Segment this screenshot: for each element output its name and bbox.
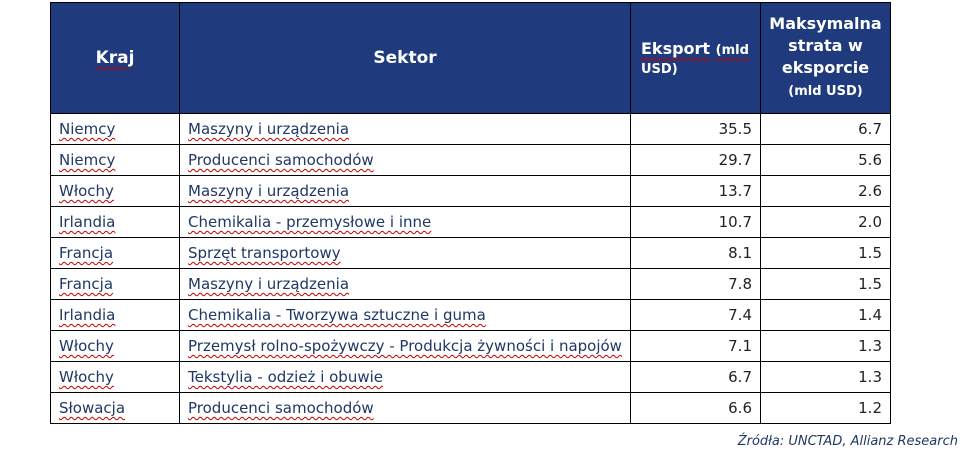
cell-sektor: Sprzęt transportowy	[180, 238, 631, 269]
cell-strata: 1.3	[761, 331, 891, 362]
cell-sektor: Tekstylia - odzież i obuwie	[180, 362, 631, 393]
cell-sektor: Maszyny i urządzenia	[180, 176, 631, 207]
table-row	[51, 269, 891, 300]
cell-strata: 1.3	[761, 362, 891, 393]
table-row	[51, 238, 891, 269]
cell-sektor: Producenci samochodów	[180, 145, 631, 176]
source-note: Źródła: UNCTAD, Allianz Research	[737, 434, 958, 449]
header-eksport: Eksport (mld USD)	[631, 3, 761, 114]
cell-strata: 2.6	[761, 176, 891, 207]
cell-eksport: 35.5	[631, 114, 761, 145]
header-strata: Maksymalna strata w eksporcie (mld USD)	[761, 3, 891, 114]
header-sektor: Sektor	[180, 3, 631, 114]
table-row	[51, 145, 891, 176]
cell-kraj: Włochy	[51, 362, 180, 393]
cell-sektor: Producenci samochodów	[180, 393, 631, 424]
cell-eksport: 29.7	[631, 145, 761, 176]
cell-strata: 1.2	[761, 393, 891, 424]
cell-sektor: Przemysł rolno-spożywczy - Produkcja żywności i napojów	[180, 331, 631, 362]
cell-eksport: 7.1	[631, 331, 761, 362]
cell-strata: 1.5	[761, 269, 891, 300]
cell-kraj: Włochy	[51, 176, 180, 207]
cell-strata: 6.7	[761, 114, 891, 145]
cell-eksport: 8.1	[631, 238, 761, 269]
cell-strata: 1.5	[761, 238, 891, 269]
cell-eksport: 7.8	[631, 269, 761, 300]
table-row	[51, 393, 891, 424]
cell-sektor: Maszyny i urządzenia	[180, 269, 631, 300]
cell-sektor: Maszyny i urządzenia	[180, 114, 631, 145]
cell-kraj: Słowacja	[51, 393, 180, 424]
cell-strata: 5.6	[761, 145, 891, 176]
cell-eksport: 6.6	[631, 393, 761, 424]
export-table	[50, 2, 891, 424]
cell-strata: 1.4	[761, 300, 891, 331]
table-row	[51, 362, 891, 393]
header-row	[51, 3, 891, 114]
cell-sektor: Chemikalia - Tworzywa sztuczne i guma	[180, 300, 631, 331]
cell-eksport: 7.4	[631, 300, 761, 331]
cell-kraj: Włochy	[51, 331, 180, 362]
cell-kraj: Irlandia	[51, 300, 180, 331]
table-row	[51, 331, 891, 362]
table-row	[51, 207, 891, 238]
cell-eksport: 13.7	[631, 176, 761, 207]
cell-kraj: Irlandia	[51, 207, 180, 238]
cell-kraj: Francja	[51, 269, 180, 300]
table-row	[51, 300, 891, 331]
cell-sektor: Chemikalia - przemysłowe i inne	[180, 207, 631, 238]
cell-kraj: Niemcy	[51, 114, 180, 145]
cell-strata: 2.0	[761, 207, 891, 238]
cell-eksport: 10.7	[631, 207, 761, 238]
cell-eksport: 6.7	[631, 362, 761, 393]
header-kraj: Kraj	[51, 3, 180, 114]
cell-kraj: Francja	[51, 238, 180, 269]
table-row	[51, 114, 891, 145]
table-row	[51, 176, 891, 207]
cell-kraj: Niemcy	[51, 145, 180, 176]
